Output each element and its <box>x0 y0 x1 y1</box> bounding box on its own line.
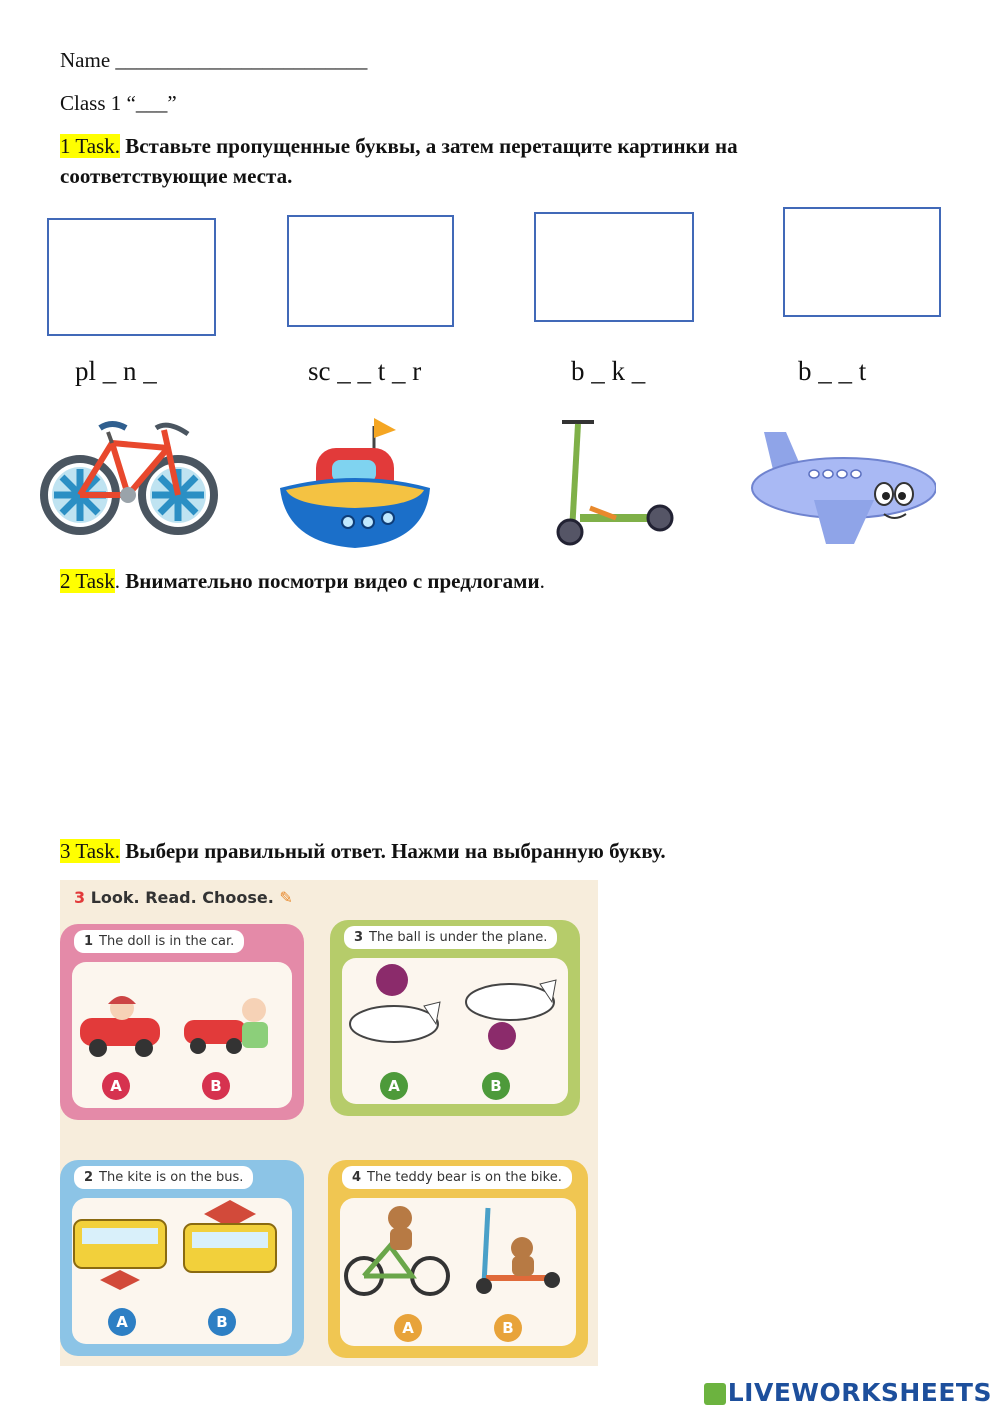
task1-label: 1 Task. <box>60 134 120 158</box>
task1-instruction-line2: соответствующие места. <box>60 164 293 188</box>
kite-on-bus-icon <box>180 1200 280 1290</box>
panel-4-option-a[interactable]: A <box>394 1314 422 1342</box>
boat-icon[interactable] <box>276 408 434 553</box>
task3-instruction: Выбери правильный ответ. Нажми на выбранную букву. <box>125 839 666 863</box>
panel-3 <box>330 920 580 1116</box>
live-mark-icon <box>704 1383 726 1405</box>
liveworksheets-logo[interactable] <box>704 1378 992 1407</box>
doll-in-car-icon <box>74 988 164 1058</box>
task1-instruction: Вставьте пропущенные буквы, а затем перетащите картинки на <box>125 134 738 158</box>
word-bike: b _ k _ <box>571 356 646 386</box>
word-boat: b _ _ t <box>798 356 867 386</box>
panel-4 <box>328 1160 588 1358</box>
book-exercise-image <box>60 880 598 1366</box>
drop-box-3[interactable] <box>534 212 694 322</box>
panel-3-caption: 3 The ball is under the plane. <box>344 926 557 949</box>
class-line: Class 1 “___” <box>60 91 177 115</box>
book-heading <box>74 888 293 907</box>
panel-1-option-b[interactable]: B <box>202 1072 230 1100</box>
task2-label: 2 Task <box>60 569 115 593</box>
book-heading-text: Look. Read. Choose. <box>90 888 274 907</box>
task1-heading <box>60 131 960 191</box>
teddy-by-scooter-icon <box>468 1204 568 1300</box>
task3-heading <box>60 836 666 866</box>
task2-instruction: Внимательно посмотри видео с предлогами <box>125 569 540 593</box>
panel-2 <box>60 1160 304 1356</box>
task3-label: 3 Task. <box>60 839 120 863</box>
bike-icon[interactable] <box>40 408 218 536</box>
kite-under-bus-icon <box>70 1210 170 1290</box>
name-blank: ________________________ <box>115 48 368 72</box>
name-line <box>60 48 367 73</box>
panel-3-option-b[interactable]: B <box>482 1072 510 1100</box>
word-scooter: sc _ _ t _ r <box>308 356 422 386</box>
drop-box-1[interactable] <box>47 218 216 336</box>
panel-3-option-a[interactable]: A <box>380 1072 408 1100</box>
drop-box-2[interactable] <box>287 215 454 327</box>
panel-2-caption: 2 The kite is on the bus. <box>74 1166 253 1189</box>
panel-1-option-a[interactable]: A <box>102 1072 130 1100</box>
logo-text: LIVEWORKSHEETS <box>727 1378 992 1407</box>
teddy-on-bike-icon <box>342 1200 452 1300</box>
panel-1 <box>60 924 304 1120</box>
scooter-icon[interactable] <box>550 414 680 549</box>
pencil-icon: ✎ <box>279 888 293 907</box>
task2-heading: 2 Task. Внимательно посмотри видео с предлогами. <box>60 569 545 593</box>
name-label: Name <box>60 48 111 72</box>
ball-under-plane-icon <box>460 960 560 1060</box>
panel-4-option-b[interactable]: B <box>494 1314 522 1342</box>
plane-icon[interactable] <box>744 426 936 550</box>
doll-by-car-icon <box>180 988 280 1058</box>
panel-2-option-a[interactable]: A <box>108 1308 136 1336</box>
word-plane: pl _ n _ <box>75 356 157 386</box>
panel-1-caption: 1 The doll is in the car. <box>74 930 244 953</box>
book-heading-number: 3 <box>74 888 86 907</box>
ball-above-plane-icon <box>344 958 444 1058</box>
panel-4-caption: 4 The teddy bear is on the bike. <box>342 1166 572 1189</box>
drop-box-4[interactable] <box>783 207 941 317</box>
panel-2-option-b[interactable]: B <box>208 1308 236 1336</box>
